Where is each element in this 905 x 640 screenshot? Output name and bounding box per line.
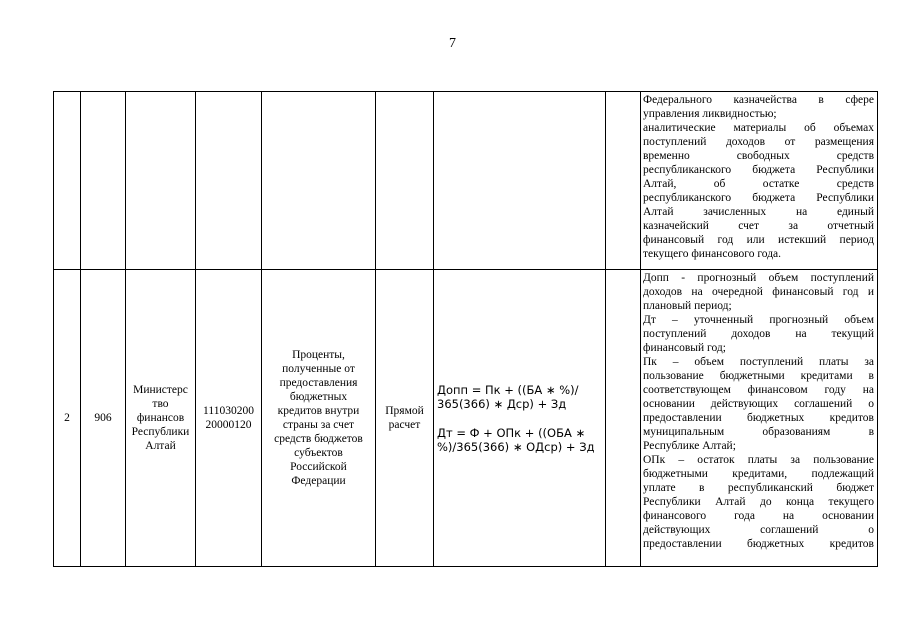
kbk-line: 20000120 bbox=[205, 419, 252, 431]
calculation-formula bbox=[434, 270, 606, 567]
description-line: доходов на очередной финансовый год и bbox=[643, 286, 874, 298]
income-line: полученные от bbox=[282, 363, 355, 375]
description-line: текущего финансового года. bbox=[643, 248, 782, 260]
cell-method bbox=[376, 92, 434, 270]
cell-num bbox=[54, 92, 81, 270]
cell-blank bbox=[606, 270, 641, 567]
income-line: предоставления bbox=[279, 377, 358, 389]
description-line: Федерального казначейства в сфере bbox=[643, 94, 874, 106]
income-line: бюджетных bbox=[289, 391, 348, 403]
cell-formula bbox=[434, 92, 606, 270]
method-line: расчет bbox=[388, 419, 421, 431]
ministry-line: Министерс bbox=[133, 384, 188, 396]
description-line: соответствующем финансовом году на bbox=[643, 384, 874, 396]
description-line: Республики Алтай до конца текущего bbox=[643, 496, 874, 508]
cell-admin-code bbox=[81, 92, 126, 270]
description-line: бюджетными кредитами, подлежащий bbox=[643, 468, 874, 480]
description-line: аналитические материалы об объемах bbox=[643, 122, 874, 134]
description-line: поступлений доходов от размещения bbox=[643, 136, 874, 148]
description-line: финансовый год или истекший период bbox=[643, 234, 874, 246]
kbk-line: 111030200 bbox=[203, 405, 254, 417]
income-line: субъектов bbox=[294, 447, 343, 459]
formula-line: Дт = Ф + ОПк + ((ОБА ∗ bbox=[437, 425, 586, 440]
description-line: Республике Алтай; bbox=[643, 440, 736, 452]
description-line: ОПк – остаток платы за пользование bbox=[643, 454, 874, 466]
cell-kbk bbox=[196, 92, 262, 270]
income-name bbox=[262, 270, 376, 567]
method-line: Прямой bbox=[385, 405, 424, 417]
ministry-name bbox=[126, 270, 196, 567]
ministry-line: Республики bbox=[131, 426, 190, 438]
description-line: плановый период; bbox=[643, 300, 732, 312]
formula-line: %)/365(366) ∗ ОДср) + Зд bbox=[437, 439, 595, 454]
description-line: пользование бюджетными кредитами в bbox=[643, 370, 874, 382]
description-line: Алтай зачисленных на единый bbox=[643, 206, 874, 218]
description-line: Пк – объем поступлений платы за bbox=[643, 356, 874, 368]
description-line: казначейский счет за отчетный bbox=[643, 220, 874, 232]
formula-line: 365(366) ∗ Дср) + Зд bbox=[437, 396, 567, 411]
income-line: страны за счет bbox=[282, 419, 355, 431]
description-line: Дт – уточненный прогнозный объем bbox=[643, 314, 874, 326]
calculation-method bbox=[376, 270, 434, 567]
description-line: предоставлении бюджетных кредитов bbox=[643, 538, 874, 550]
income-line: Федерации bbox=[291, 475, 346, 487]
description-line: Алтай, об остатке средств bbox=[643, 178, 874, 190]
description-line: республиканского бюджета Республики bbox=[643, 192, 874, 204]
description-line: республиканского бюджета Республики bbox=[643, 164, 874, 176]
description-line: управления ликвидностью; bbox=[643, 108, 777, 120]
description-line: Допп - прогнозный объем поступлений bbox=[643, 272, 874, 284]
revenue-forecast-table bbox=[53, 91, 878, 567]
cell-income-name bbox=[262, 92, 376, 270]
ministry-line: финансов bbox=[136, 412, 185, 424]
page-number: 7 bbox=[449, 36, 456, 51]
description-line: финансового года на основании bbox=[643, 510, 874, 522]
ministry-line: тво bbox=[152, 398, 169, 410]
formula-description bbox=[641, 270, 878, 567]
income-line: кредитов внутри bbox=[277, 405, 360, 417]
row-number: 2 bbox=[54, 270, 81, 567]
description-line: временно свободных средств bbox=[643, 150, 874, 162]
cell-blank bbox=[606, 92, 641, 270]
income-line: средств бюджетов bbox=[274, 433, 363, 445]
table-row-continuation bbox=[54, 92, 878, 270]
income-line: Российской bbox=[290, 461, 347, 473]
admin-code: 906 bbox=[81, 270, 126, 567]
description-line: предоставлении бюджетных кредитов bbox=[643, 412, 874, 424]
description-line: муниципальным образованиям в bbox=[643, 426, 874, 438]
description-line: действующих соглашений о bbox=[643, 524, 874, 536]
description-line: финансовый год; bbox=[643, 342, 726, 354]
description-line: уплате в республиканский бюджет bbox=[643, 482, 874, 494]
description-line: основании действующих соглашений о bbox=[643, 398, 874, 410]
formula-line: Допп = Пк + ((БА ∗ %)/ bbox=[437, 382, 579, 397]
cell-description bbox=[641, 92, 878, 270]
kbk-code bbox=[196, 270, 262, 567]
ministry-line: Алтай bbox=[145, 440, 176, 452]
income-line: Проценты, bbox=[292, 349, 345, 361]
description-line: поступлений доходов на текущий bbox=[643, 328, 874, 340]
table-row-2 bbox=[54, 270, 878, 567]
cell-ministry bbox=[126, 92, 196, 270]
